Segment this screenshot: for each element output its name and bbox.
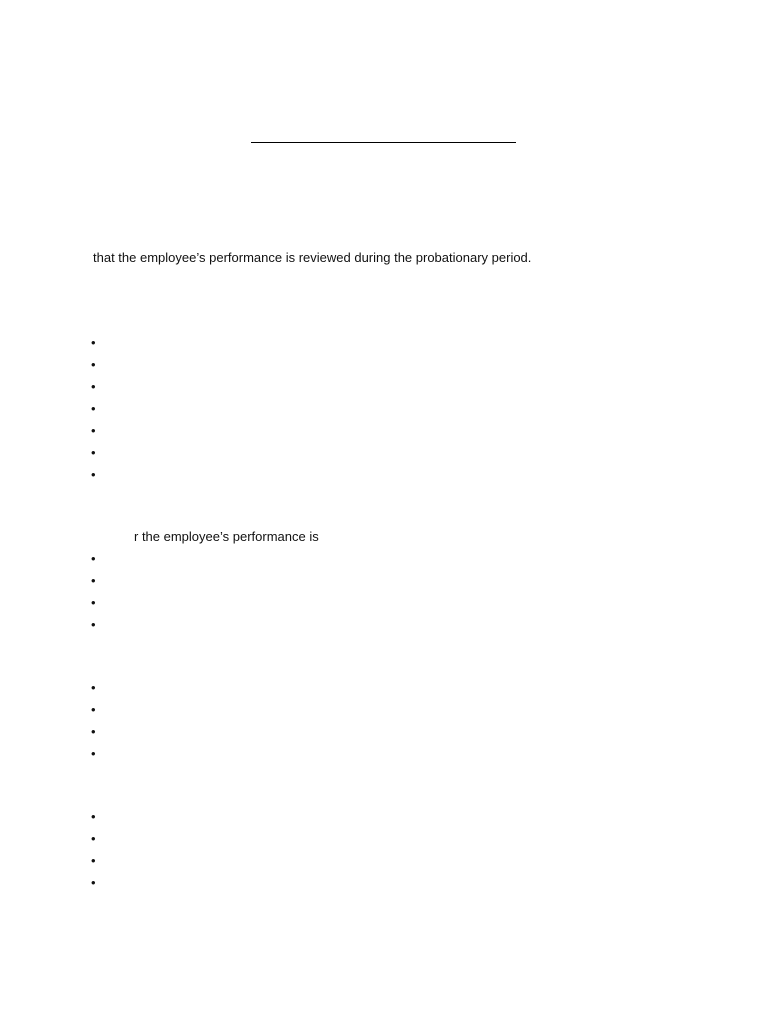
bullet-marker: • [91, 445, 96, 460]
bullet-marker: • [91, 573, 96, 588]
section-text: r the employee’s performance is [134, 529, 319, 544]
bullet-marker: • [91, 831, 96, 846]
bullet-marker: • [91, 617, 96, 632]
bullet-marker: • [91, 423, 96, 438]
intro-text: that the employee’s performance is reviewed during the probationary period. [93, 250, 532, 265]
bullet-marker: • [91, 702, 96, 717]
bullet-marker: • [91, 551, 96, 566]
bullet-marker: • [91, 809, 96, 824]
bullet-marker: • [91, 595, 96, 610]
bullet-marker: • [91, 467, 96, 482]
bullet-marker: • [91, 379, 96, 394]
bullet-marker: • [91, 746, 96, 761]
bullet-marker: • [91, 853, 96, 868]
bullet-marker: • [91, 724, 96, 739]
bullet-marker: • [91, 357, 96, 372]
title-underline [251, 142, 516, 143]
bullet-marker: • [91, 875, 96, 890]
bullet-marker: • [91, 335, 96, 350]
bullet-marker: • [91, 401, 96, 416]
bullet-marker: • [91, 680, 96, 695]
